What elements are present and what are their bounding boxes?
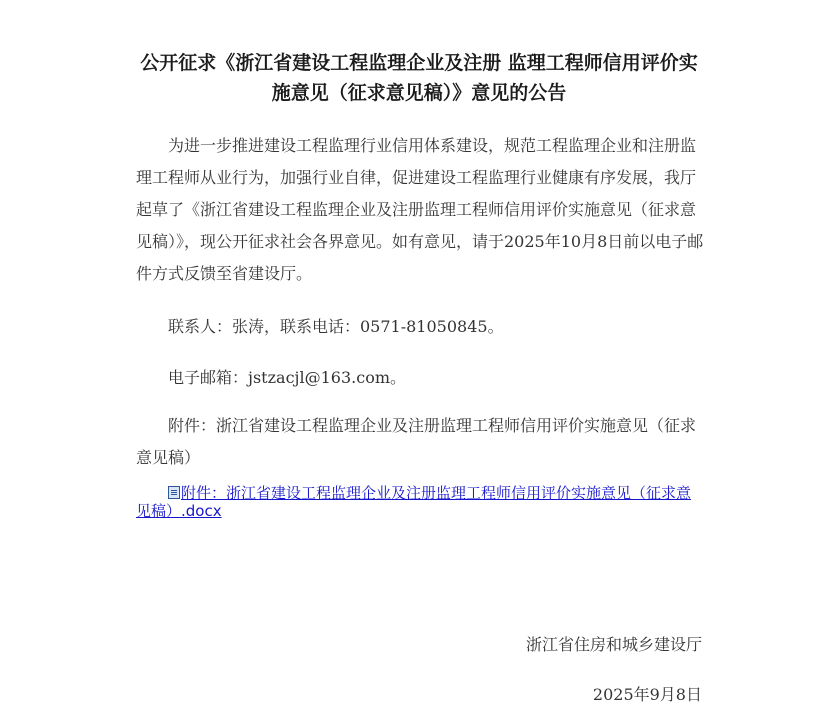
attachment-link-row: [136, 484, 696, 520]
attachment-note: 附件：浙江省建设工程监理企业及注册监理工程师信用评价实施意见（征求意见稿）: [136, 416, 697, 467]
signature-date: 2025年9月8日: [592, 685, 702, 704]
contact-email: 电子邮箱：jstzacjl@163.com。: [168, 368, 407, 387]
notice-intro-paragraph: 为进一步推进建设工程监理行业信用体系建设，规范工程监理企业和注册监理工程师从业行为，加强行业自律，促进建设工程监理行业健康有序发展，我厅起草了《浙江省建设工程监理企业及注册监理工程师信用评价实施意见（征求意见稿）》，现公开征求社会各界意见。如有意见，请于2025年10月8日前以电子邮件方式反馈至省建设厅。: [136, 136, 704, 283]
word-document-icon[interactable]: [168, 486, 180, 499]
contact-info: 联系人：张涛，联系电话：0571-81050845。: [168, 317, 504, 336]
notice-title: 公开征求《浙江省建设工程监理企业及注册 监理工程师信用评价实施意见（征求意见稿）》意见的公告: [140, 52, 698, 104]
signature-organization: 浙江省住房和城乡建设厅: [525, 635, 702, 654]
attachment-download-link[interactable]: 附件：浙江省建设工程监理企业及注册监理工程师信用评价实施意见（征求意见稿）.docx: [136, 484, 692, 520]
